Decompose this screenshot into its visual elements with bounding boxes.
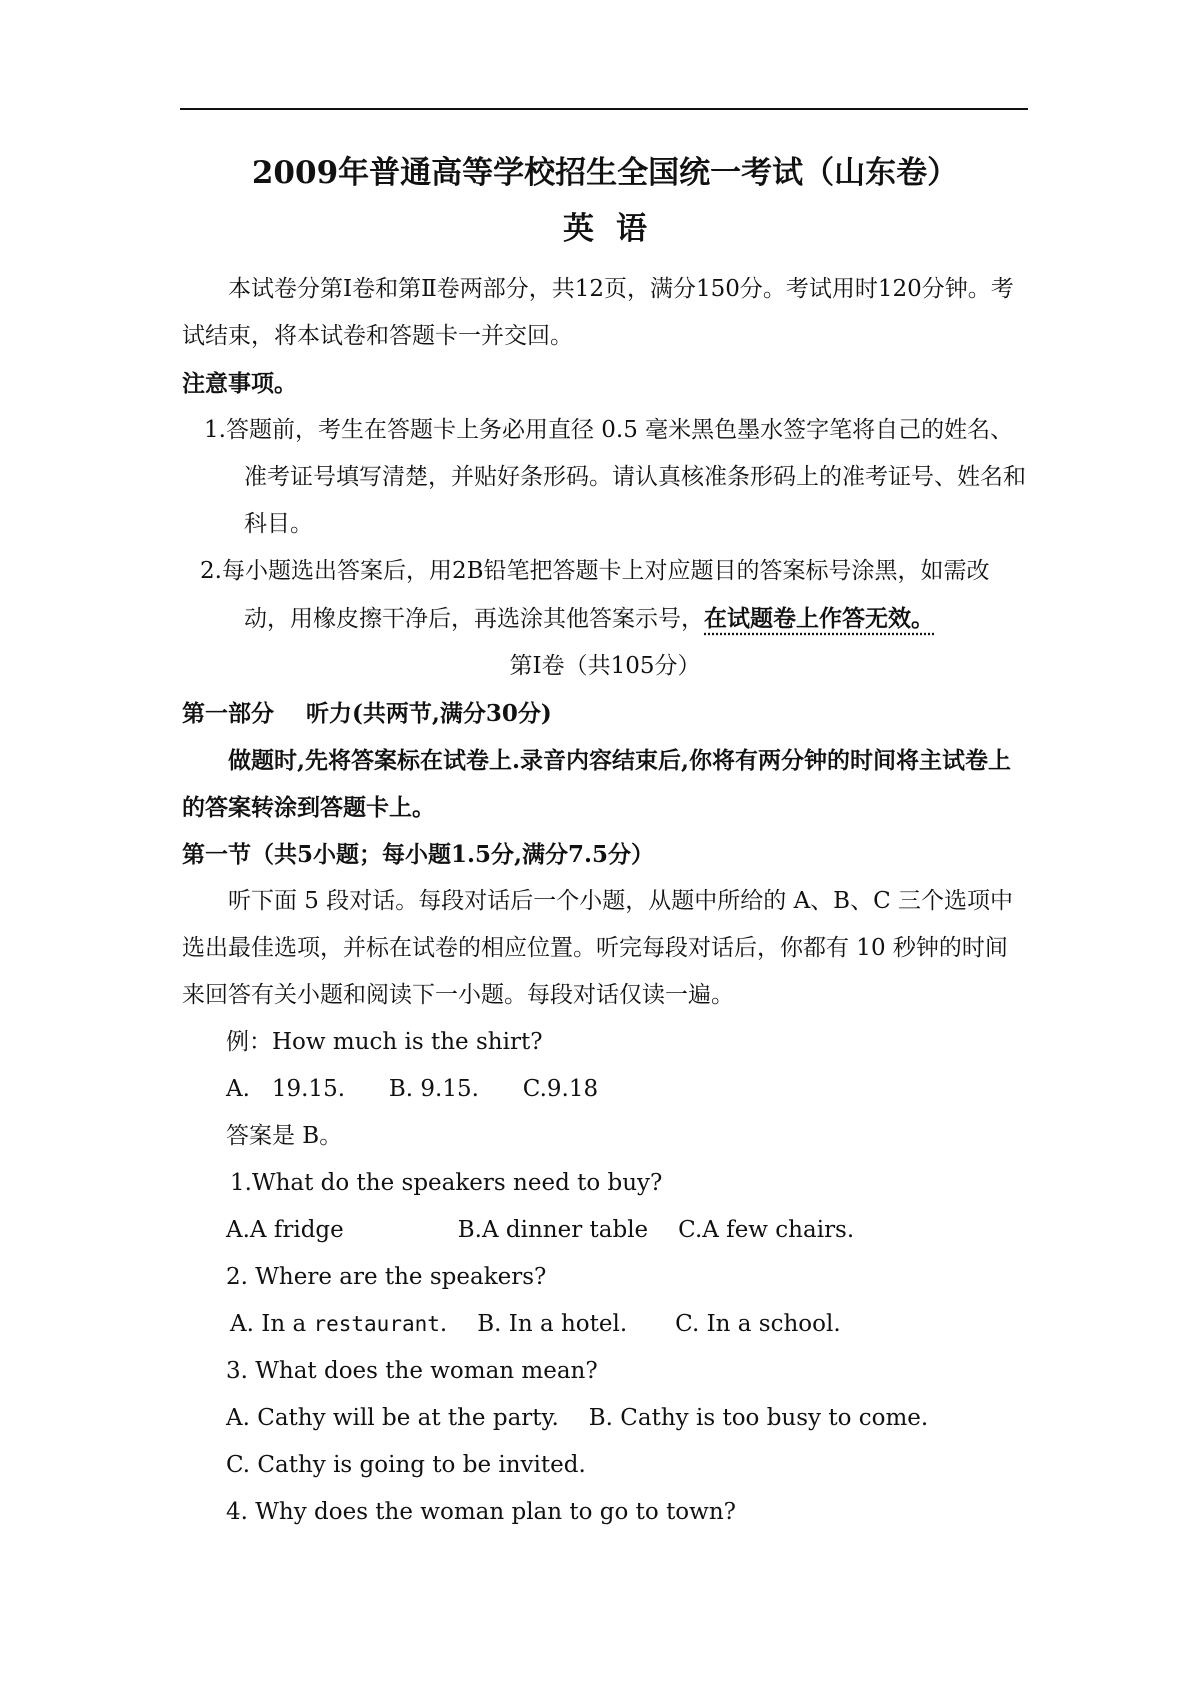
exam-intro: 本试卷分第Ⅰ卷和第Ⅱ卷两部分，共12页，满分150分。考试用时120分钟。考试结束，将本试卷和答题卡一并交回。 — [182, 276, 1014, 349]
question-3-option-b: B. Cathy is too busy to come. — [588, 1405, 929, 1431]
notes-heading: 注意事项。 — [182, 370, 297, 397]
note-item-2-emphasis: 在试题卷上作答无效。 — [704, 605, 934, 632]
question-2-option-a — [230, 1311, 447, 1337]
question-1-option-a: A.A fridge — [226, 1217, 344, 1243]
question-1: 1.What do the speakers need to buy? — [230, 1170, 663, 1196]
question-1-options — [182, 1207, 1028, 1254]
header-rule — [180, 108, 1028, 110]
example-options: A. 19.15. B. 9.15. C.9.18 — [226, 1076, 599, 1102]
part-1-instruction: 做题时,先将答案标在试卷上.录音内容结束后,你将有两分钟的时间将主试卷上的答案转涂到答题卡上。 — [182, 747, 1012, 821]
example-question: 例：How much is the shirt? — [226, 1029, 543, 1055]
question-2-option-a-suffix: . — [439, 1311, 448, 1337]
question-2-options — [182, 1301, 1028, 1348]
question-2: 2. Where are the speakers? — [226, 1264, 547, 1290]
example-answer: 答案是 B。 — [226, 1123, 343, 1149]
question-2-option-b: B. In a hotel. — [477, 1311, 628, 1337]
question-1-option-c: C.A few chairs. — [678, 1217, 855, 1243]
note-item-1: 1.答题前，考生在答题卡上务必用直径 0.5 毫米黑色墨水签字笔将自己的姓名、准考证号填写清楚，并贴好条形码。请认真核准条形码上的准考证号、姓名和科目。 — [204, 417, 1026, 537]
volume-1-heading: 第Ⅰ卷（共105分） — [509, 653, 701, 679]
question-3-options-row — [182, 1395, 1028, 1442]
question-4: 4. Why does the woman plan to go to town? — [226, 1499, 736, 1525]
section-1-heading: 第一节（共5小题；每小题1.5分,满分7.5分） — [182, 841, 655, 868]
question-3-option-c: C. Cathy is going to be invited. — [226, 1452, 586, 1478]
exam-title: 2009年普通高等学校招生全国统一考试（山东卷） — [251, 155, 959, 191]
question-2-option-a-prefix: A. In a — [230, 1311, 307, 1337]
note-item-2 — [182, 548, 1028, 643]
note-item-2-text: 2.每小题选出答案后，用2B铅笔把答题卡上对应题目的答案标号涂黑，如需改动，用橡皮擦干净后，再选涂其他答案示号， — [200, 558, 990, 632]
section-1-instruction: 听下面 5 段对话。每段对话后一个小题，从题中所给的 A、B、C 三个选项中选出最佳选项，并标在试卷的相应位置。听完每段对话后，你都有 10 秒钟的时间来回答有关小题和阅读下一小题。每段对话仅读一遍。 — [182, 888, 1013, 1008]
question-3-option-a: A. Cathy will be at the party. — [226, 1405, 559, 1431]
question-2-option-c: C. In a school. — [675, 1311, 841, 1337]
question-3: 3. What does the woman mean? — [226, 1358, 598, 1384]
question-2-option-a-word: restaurant — [313, 1312, 440, 1336]
page-content — [182, 150, 1028, 1536]
part-1-heading: 第一部分 听力(共两节,满分30分) — [182, 700, 552, 727]
exam-subject: 英语 — [563, 211, 669, 247]
question-1-option-b: B.A dinner table — [457, 1217, 649, 1243]
